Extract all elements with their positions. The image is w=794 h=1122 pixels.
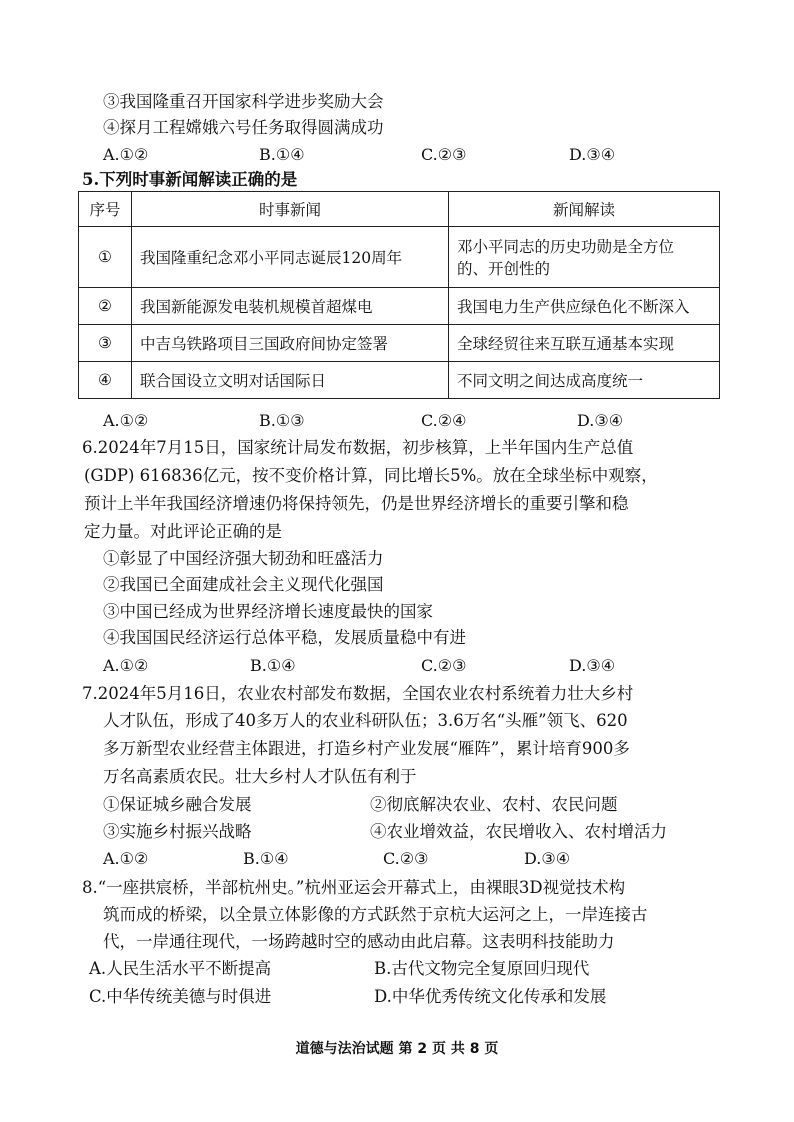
q7-option-d: D.③④ [524, 849, 571, 868]
table-row [79, 227, 720, 288]
q6-line-1: 6.2024年7月15日，国家统计局发布数据，初步核算，上半年国内生产总值 [82, 438, 634, 457]
q6-item-4: ④我国国民经济运行总体平稳，发展质量稳中有进 [103, 628, 466, 647]
q7-option-b: B.①④ [243, 849, 289, 868]
row-num: ② [79, 288, 132, 325]
row-num: ④ [79, 362, 132, 399]
q4-item-4: ④探月工程嫦娥六号任务取得圆满成功 [103, 118, 384, 137]
q5-option-b: B.①③ [259, 411, 305, 430]
q6-item-3: ③中国已经成为世界经济增长速度最快的国家 [103, 602, 433, 621]
q7-line-2: 人才队伍，形成了40多万人的农业科研队伍；3.6万名“头雁”领飞、620 [103, 711, 628, 730]
q5-option-a: A.①② [103, 411, 149, 430]
q8-line-3: 代，一岸通往现代，一场跨越时空的感动由此启幕。这表明科技能助力 [103, 932, 615, 951]
row-news: 我国隆重纪念邓小平同志诞辰120周年 [132, 227, 449, 288]
q7-line-3: 多万新型农业经营主体跟进，打造乡村产业发展“雁阵”，累计培育900多 [103, 739, 630, 758]
q8-line-1: 8.“一座拱宸桥，半部杭州史。”杭州亚运会开幕式上，由裸眼3D视觉技术构 [82, 878, 626, 897]
q4-option-c: C.②③ [421, 145, 467, 164]
row-news: 我国新能源发电装机规模首超煤电 [132, 288, 449, 325]
page-footer: 道德与法治试题 第 2 页 共 8 页 [295, 1041, 499, 1057]
row-interp: 不同文明之间达成高度统一 [449, 362, 720, 399]
q8-option-b: B.古代文物完全复原回归现代 [374, 959, 590, 978]
q8-option-a: A.人民生活水平不断提高 [89, 959, 272, 978]
table-row [79, 288, 720, 325]
row-num: ① [79, 227, 132, 288]
q8-line-2: 筑而成的桥梁，以全景立体影像的方式跃然于京杭大运河之上，一岸连接古 [103, 905, 648, 924]
row-interp-line-2: 的、开创性的 [457, 260, 551, 278]
row-interp: 全球经贸往来互联互通基本实现 [449, 325, 720, 362]
q5-option-c: C.②④ [421, 411, 467, 430]
q6-option-a: A.①② [103, 656, 149, 675]
table-row [79, 325, 720, 362]
q5-option-d: D.③④ [577, 411, 624, 430]
q6-line-4: 定力量。对此评论正确的是 [84, 522, 282, 541]
q7-line-4: 万名高素质农民。壮大乡村人才队伍有利于 [103, 767, 417, 786]
q4-option-b: B.①④ [259, 145, 305, 164]
q8-option-c: C.中华传统美德与时俱进 [89, 987, 272, 1006]
q6-option-b: B.①④ [250, 656, 296, 675]
q6-option-c: C.②③ [421, 656, 467, 675]
header-num: 序号 [79, 192, 132, 227]
row-news: 中吉乌铁路项目三国政府间协定签署 [132, 325, 449, 362]
q7-item-4: ④农业增效益，农民增收入、农村增活力 [370, 822, 667, 841]
q5-stem: 5.下列时事新闻解读正确的是 [82, 170, 298, 189]
q6-item-2: ②我国已全面建成社会主义现代化强国 [103, 575, 384, 594]
q6-line-3: 预计上半年我国经济增速仍将保持领先，仍是世界经济增长的重要引擎和稳 [84, 494, 629, 513]
q7-item-2: ②彻底解决农业、农村、农民问题 [370, 795, 618, 814]
q7-item-3: ③实施乡村振兴战略 [103, 822, 252, 841]
q4-item-3: ③我国隆重召开国家科学进步奖励大会 [103, 92, 384, 111]
q7-item-1: ①保证城乡融合发展 [103, 795, 252, 814]
header-news: 时事新闻 [132, 192, 449, 227]
q4-option-a: A.①② [103, 145, 149, 164]
row-interp: 我国电力生产供应绿色化不断深入 [449, 288, 720, 325]
table-header-row [79, 192, 720, 227]
header-interp: 新闻解读 [449, 192, 720, 227]
q7-line-1: 7.2024年5月16日，农业农村部发布数据，全国农业农村系统着力壮大乡村 [82, 684, 634, 703]
q6-line-2: (GDP) 616836亿元，按不变价格计算，同比增长5%。放在全球坐标中观察， [84, 466, 658, 485]
q6-item-1: ①彰显了中国经济强大韧劲和旺盛活力 [103, 549, 384, 568]
row-interp [449, 227, 720, 288]
row-num: ③ [79, 325, 132, 362]
q7-option-c: C.②③ [383, 849, 429, 868]
q7-option-a: A.①② [103, 849, 149, 868]
table-row [79, 362, 720, 399]
q8-option-d: D.中华优秀传统文化传承和发展 [374, 987, 607, 1006]
q6-option-d: D.③④ [569, 656, 616, 675]
row-interp-line-1: 邓小平同志的历史功勋是全方位 [457, 238, 675, 256]
q4-option-d: D.③④ [569, 145, 616, 164]
row-news: 联合国设立文明对话国际日 [132, 362, 449, 399]
news-table [78, 191, 720, 399]
